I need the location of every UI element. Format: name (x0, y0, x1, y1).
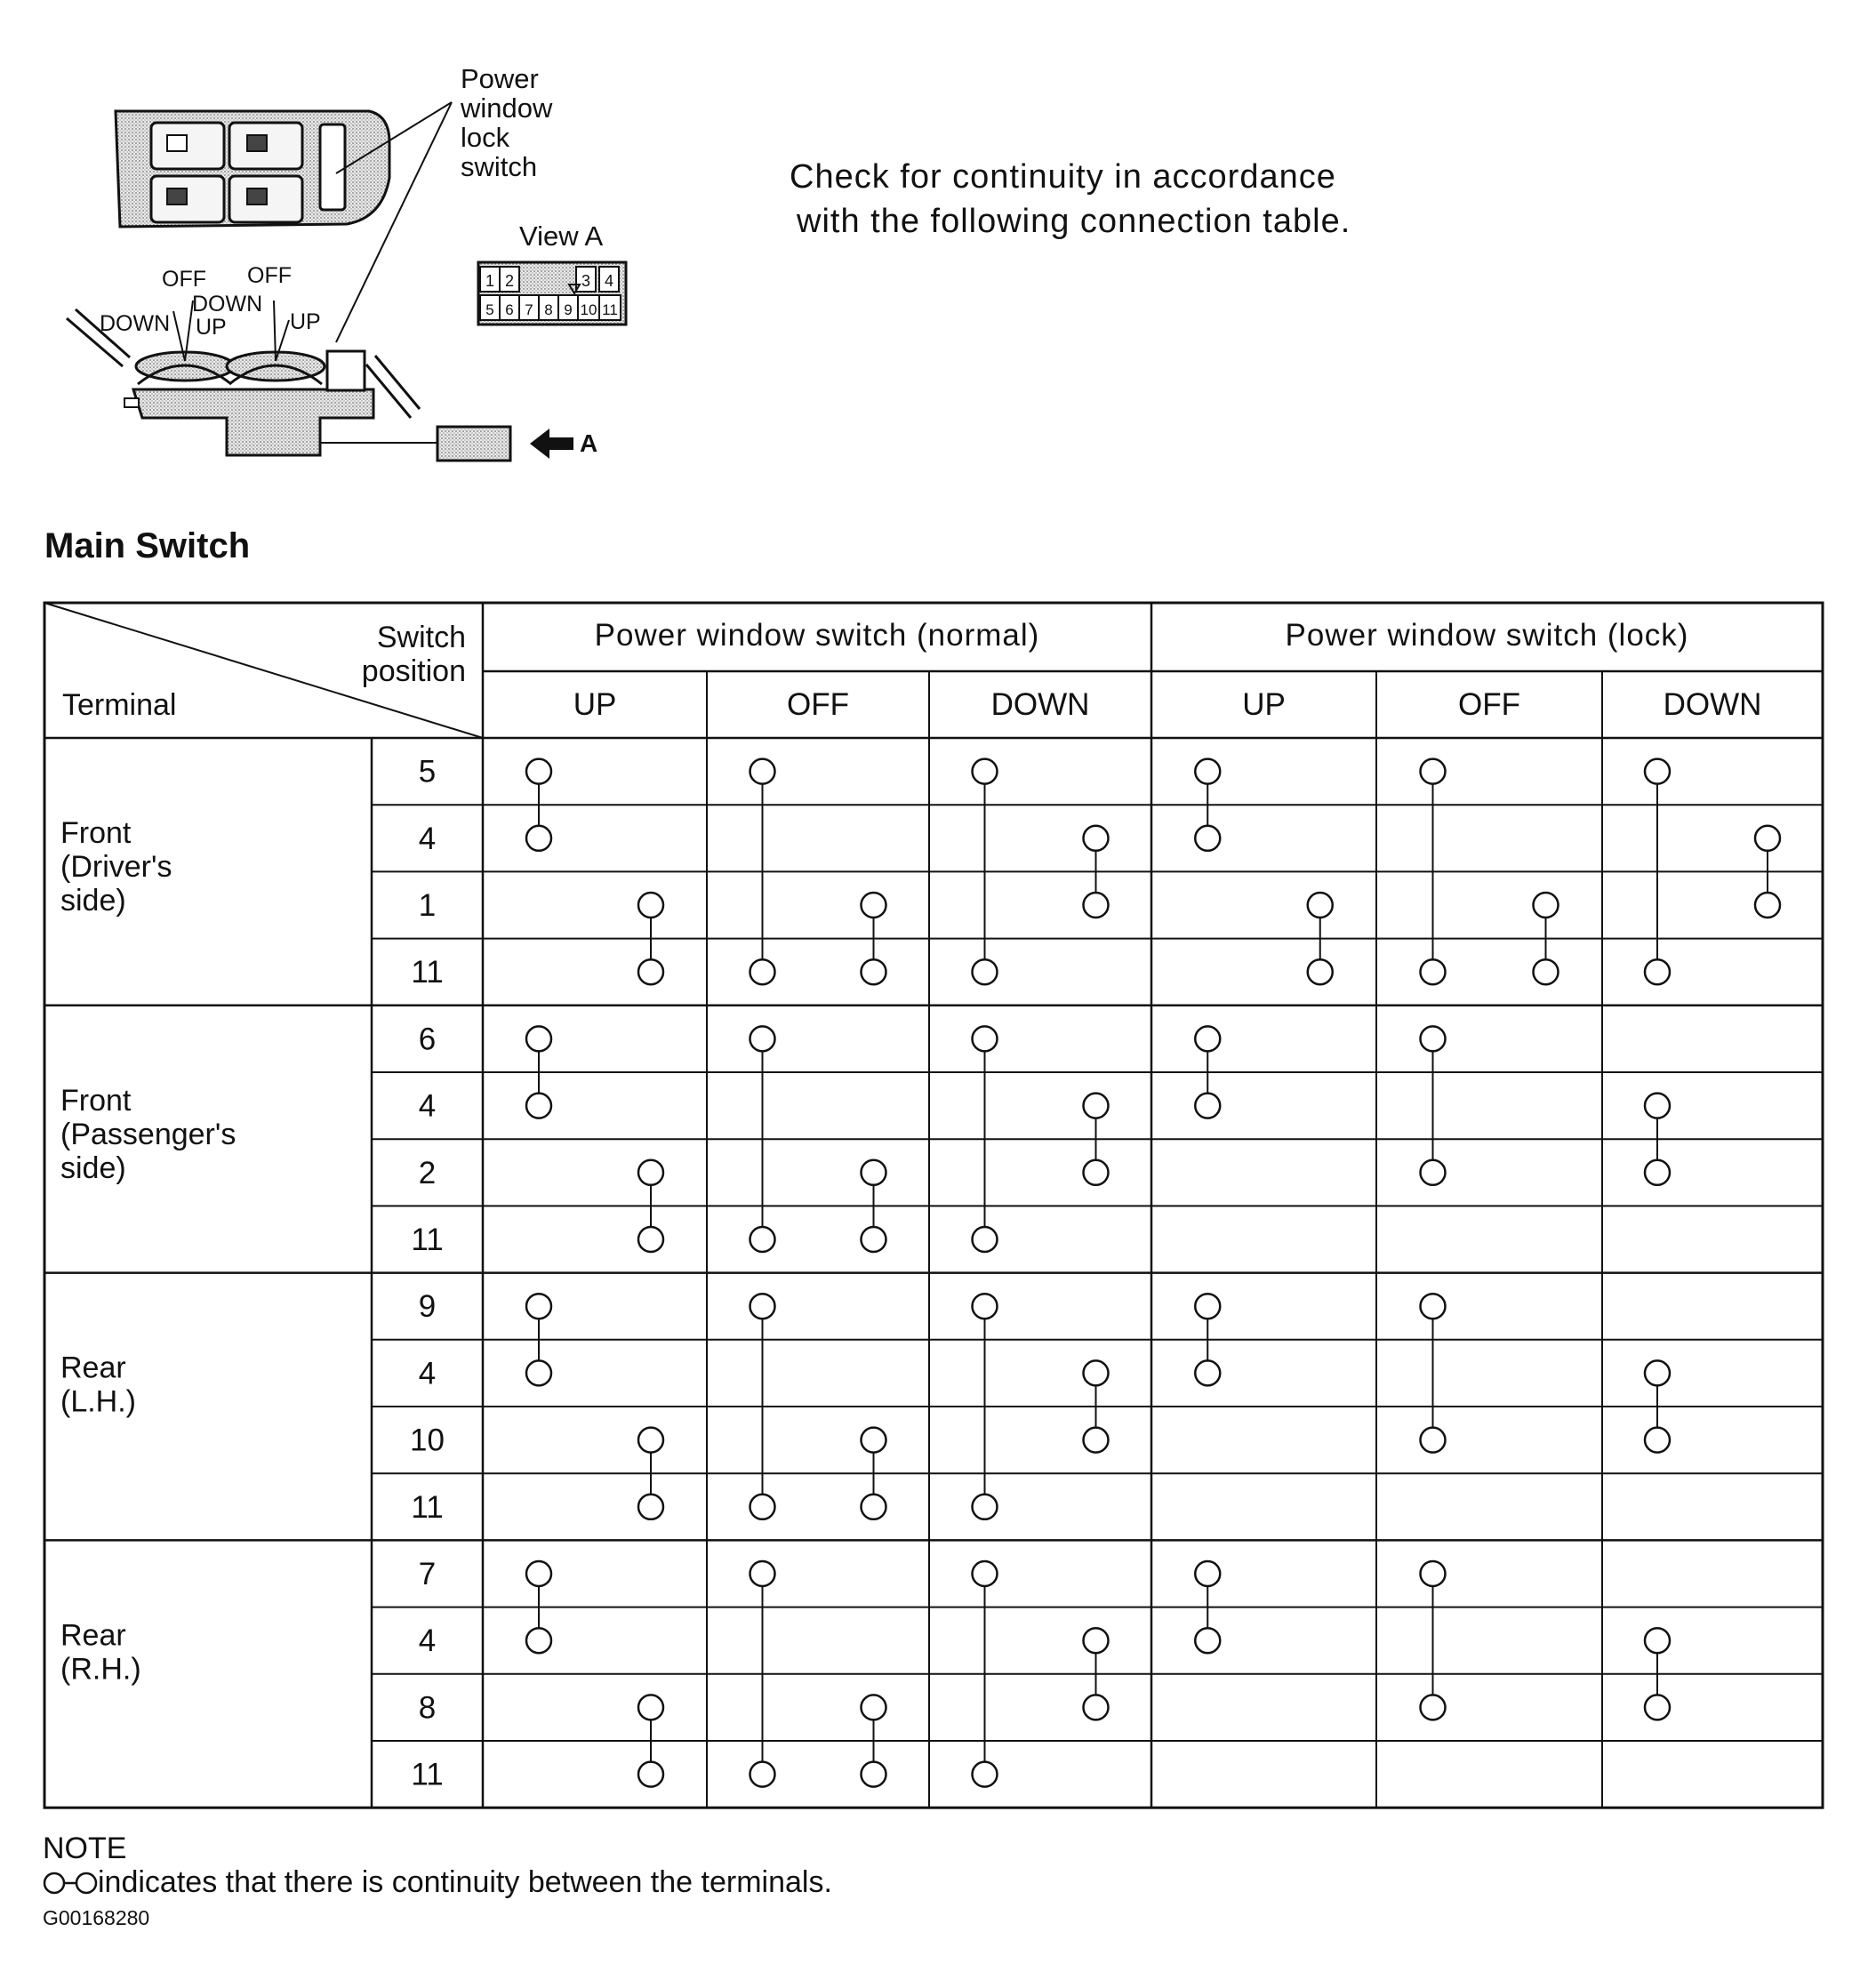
section-label: Front (60, 1083, 132, 1118)
terminal-circle (638, 1428, 663, 1453)
view-a-label: View A (519, 220, 604, 252)
terminal-number: 11 (411, 1489, 444, 1525)
terminal-circle (750, 1294, 775, 1319)
pin-number: 4 (604, 272, 614, 290)
terminal-circle (973, 1227, 998, 1252)
terminal-circle (862, 959, 886, 984)
terminal-circle (973, 759, 998, 784)
terminal-circle (638, 959, 663, 984)
note-title: NOTE (43, 1832, 127, 1865)
corner-label-switch: Switch (376, 621, 466, 654)
terminal-number: 8 (418, 1690, 437, 1726)
terminal-number: 4 (418, 1088, 437, 1124)
terminal-circle (1195, 1294, 1220, 1319)
terminal-circle (862, 1762, 886, 1787)
terminal-circle (526, 1026, 551, 1051)
pin-number: 7 (525, 301, 533, 318)
terminal-circle (750, 1762, 775, 1787)
callout-line: lock (461, 122, 510, 153)
terminal-circle (1421, 1160, 1446, 1185)
terminal-number: 2 (418, 1155, 437, 1190)
terminal-number: 11 (411, 1222, 444, 1257)
terminal-number: 7 (418, 1557, 437, 1591)
terminal-circle (1755, 893, 1780, 918)
sub-header: DOWN (990, 687, 1090, 722)
section-label: Rear (60, 1618, 126, 1653)
terminal-circle (1195, 826, 1220, 851)
sub-header: OFF (1458, 687, 1520, 722)
note-body (43, 1865, 832, 1899)
terminal-circle (862, 1695, 886, 1719)
terminal-number: 11 (411, 955, 444, 990)
pin-number: 6 (505, 301, 514, 318)
terminal-circle (1755, 826, 1780, 851)
terminal-circle (1534, 959, 1559, 984)
terminal-circle (1421, 959, 1446, 984)
section-label: (R.H.) (60, 1652, 141, 1687)
terminal-circle (526, 826, 551, 851)
terminal-circle (750, 959, 775, 984)
terminal-circle (973, 1294, 998, 1319)
terminal-circle (638, 1227, 663, 1252)
terminal-circle (750, 759, 775, 784)
terminal-circle (1308, 959, 1333, 984)
group-header: Power window switch (normal) (594, 618, 1040, 653)
section-label: side) (60, 884, 126, 918)
callout-line: switch (461, 151, 538, 182)
terminal-circle (1534, 893, 1559, 918)
group-header: Power window switch (lock) (1285, 618, 1689, 653)
pin-number: 8 (544, 301, 553, 318)
section-label: (L.H.) (60, 1384, 136, 1419)
terminal-circle (1645, 1360, 1670, 1385)
pin-number: 11 (602, 301, 618, 318)
terminal-circle (638, 1495, 663, 1519)
terminal-circle (638, 1695, 663, 1719)
switch-label-up-left: UP (196, 315, 227, 340)
terminal-circle (973, 959, 998, 984)
note (43, 1832, 832, 1899)
terminal-circle (750, 1026, 775, 1051)
terminal-circle (1195, 1561, 1220, 1586)
section-label: Rear (60, 1351, 126, 1385)
sub-header: OFF (787, 687, 849, 722)
terminal-circle (1645, 1428, 1670, 1453)
terminal-number: 6 (418, 1022, 437, 1057)
terminal-circle (750, 1495, 775, 1519)
corner-label-terminal: Terminal (62, 688, 177, 722)
terminal-number: 5 (418, 754, 437, 790)
pin-number: 1 (485, 272, 495, 290)
terminal-circle (1084, 1428, 1109, 1453)
terminal-circle (1084, 1160, 1109, 1185)
terminal-circle (526, 1360, 551, 1385)
section-label: Front (60, 816, 132, 850)
switch-label-down-right: DOWN (192, 292, 263, 317)
terminal-circle (862, 1160, 886, 1185)
switch-label-off-right: OFF (247, 263, 292, 288)
terminal-circle (1195, 1628, 1220, 1653)
terminal-circle (526, 1628, 551, 1653)
terminal-circle (1084, 1628, 1109, 1653)
switch-label-up-right: UP (290, 309, 321, 334)
corner-label-position: position (361, 654, 466, 688)
terminal-circle (638, 893, 663, 918)
section-label: side) (60, 1150, 126, 1185)
arrow-label: A (580, 429, 598, 457)
pin-number: 9 (564, 301, 573, 318)
terminal-number: 10 (410, 1423, 445, 1458)
terminal-circle (1308, 893, 1333, 918)
terminal-circle (1421, 1428, 1446, 1453)
terminal-circle (862, 1227, 886, 1252)
figure-id: G00168280 (43, 1906, 150, 1929)
terminal-circle (1195, 1026, 1220, 1051)
terminal-circle (1645, 1094, 1670, 1118)
terminal-circle (862, 1428, 886, 1453)
terminal-circle (1084, 1094, 1109, 1118)
section-label: (Driver's (60, 850, 172, 884)
terminal-circle (1421, 1294, 1446, 1319)
terminal-circle (1421, 1561, 1446, 1586)
terminal-circle (973, 1762, 998, 1787)
pin-number: 10 (580, 301, 597, 318)
terminal-circle (1084, 826, 1109, 851)
note-text: indicates that there is continuity between the terminals. (98, 1865, 832, 1899)
terminal-circle (973, 1561, 998, 1586)
terminal-circle (526, 1294, 551, 1319)
terminal-circle (973, 1495, 998, 1519)
callout-line: Power (461, 63, 539, 94)
section-label: (Passenger's (60, 1117, 237, 1151)
terminal-circle (1195, 759, 1220, 784)
terminal-number: 4 (418, 821, 437, 856)
terminal-number: 4 (418, 1356, 437, 1391)
terminal-circle (526, 1094, 551, 1118)
continuity-symbol-icon (43, 1870, 98, 1896)
terminal-circle (1645, 959, 1670, 984)
terminal-circle (750, 1561, 775, 1586)
terminal-circle (638, 1762, 663, 1787)
terminal-circle (862, 1495, 886, 1519)
terminal-circle (1645, 759, 1670, 784)
terminal-number: 1 (418, 888, 437, 923)
terminal-circle (1421, 1026, 1446, 1051)
switch-label-down-left: DOWN (100, 311, 171, 336)
intro-line: with the following connection table. (797, 203, 1351, 240)
terminal-number: 9 (418, 1289, 437, 1325)
switch-label-off-left: OFF (162, 267, 206, 292)
sub-header: UP (1242, 687, 1286, 722)
terminal-circle (1084, 1360, 1109, 1385)
section-title: Main Switch (44, 526, 251, 565)
terminal-circle (1195, 1094, 1220, 1118)
callout-line: window (461, 92, 553, 124)
terminal-circle (1421, 1695, 1446, 1719)
sub-header: UP (573, 687, 617, 722)
terminal-circle (1645, 1160, 1670, 1185)
terminal-circle (750, 1227, 775, 1252)
terminal-circle (1645, 1628, 1670, 1653)
terminal-circle (1195, 1360, 1220, 1385)
pin-number: 2 (504, 272, 515, 290)
terminal-circle (973, 1026, 998, 1051)
terminal-circle (1084, 893, 1109, 918)
intro-line: Check for continuity in accordance (790, 158, 1336, 196)
terminal-circle (638, 1160, 663, 1185)
terminal-circle (1084, 1695, 1109, 1719)
terminal-number: 4 (418, 1623, 437, 1659)
terminal-circle (1645, 1695, 1670, 1719)
terminal-circle (526, 759, 551, 784)
pin-number: 3 (581, 272, 591, 290)
pin-number: 5 (485, 301, 494, 318)
terminal-number: 11 (411, 1757, 444, 1792)
terminal-circle (862, 893, 886, 918)
terminal-circle (526, 1561, 551, 1586)
terminal-circle (1421, 759, 1446, 784)
sub-header: DOWN (1663, 687, 1762, 722)
